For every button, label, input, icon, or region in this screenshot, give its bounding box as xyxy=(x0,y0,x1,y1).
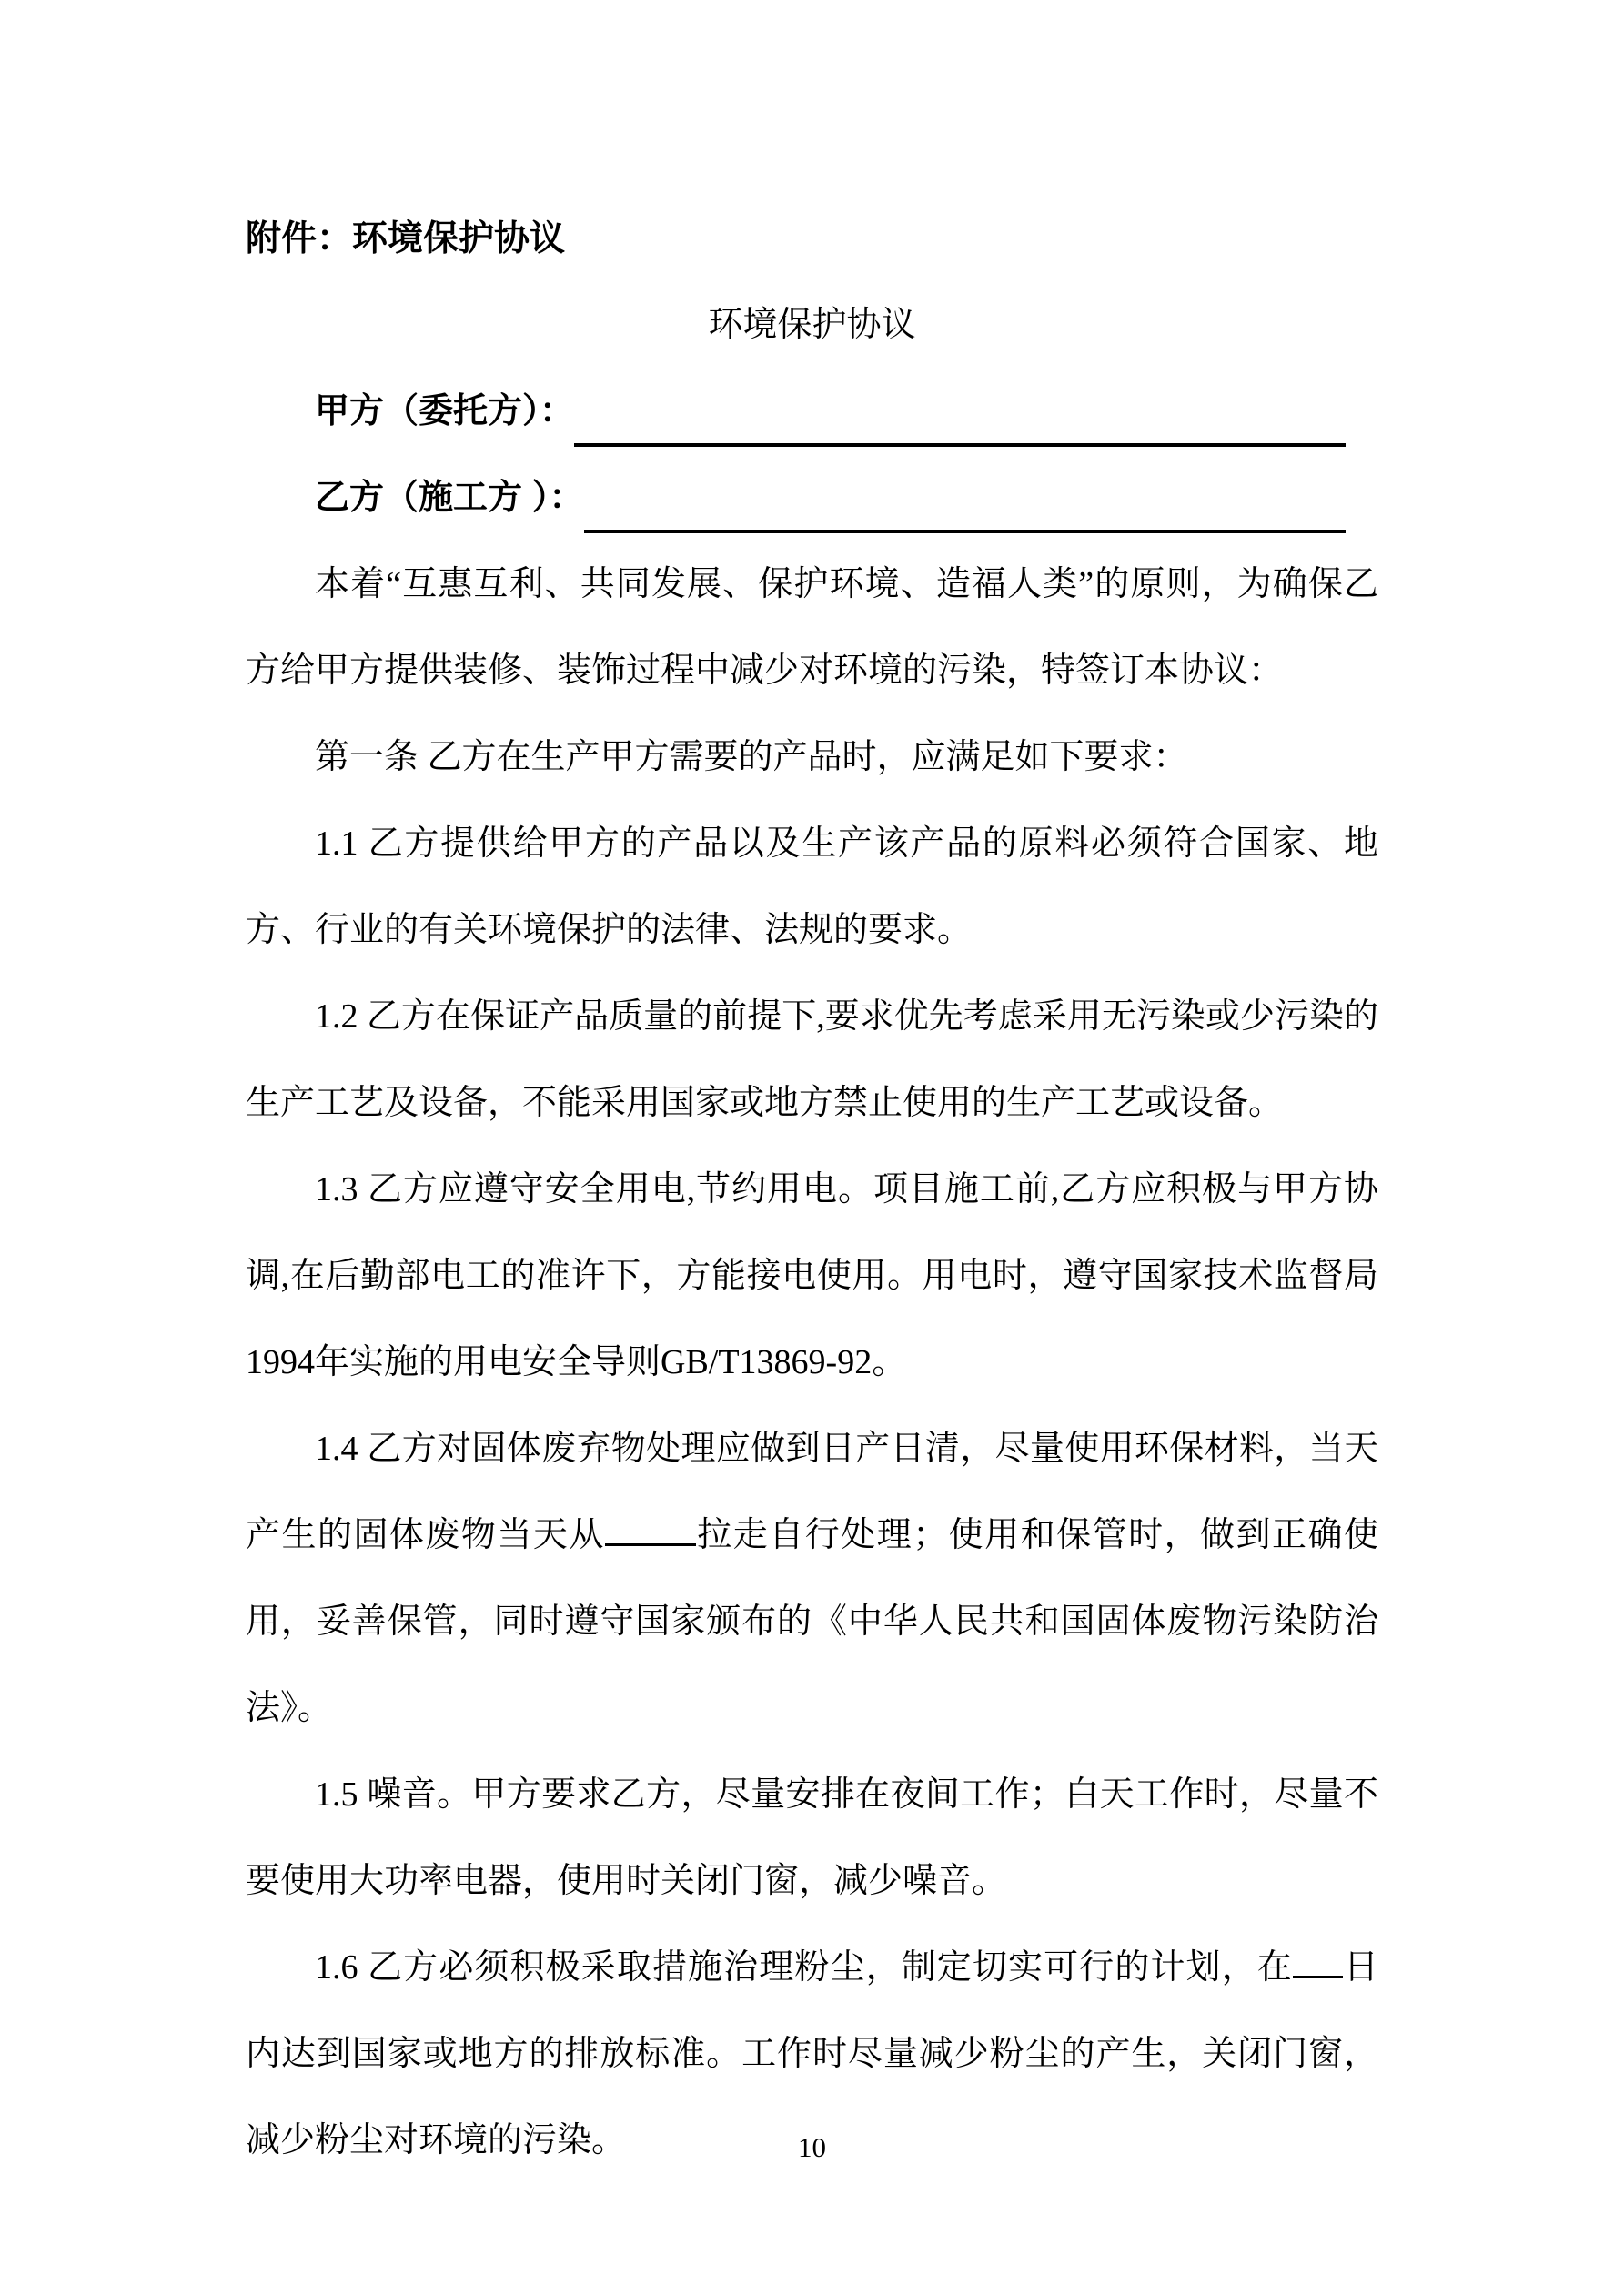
party-a-blank-line xyxy=(574,443,1346,447)
clause-1-1: 1.1 乙方提供给甲方的产品以及生产该产品的原料必须符合国家、地方、行业的有关环境保护的法律、法规的要求。 xyxy=(246,824,1378,949)
clause-1-6-blank-line xyxy=(1293,1974,1343,1978)
clause-1-5: 1.5 噪音。甲方要求乙方，尽量安排在夜间工作；白天工作时，尽量不要使用大功率电器，使用时关闭门窗，减少噪音。 xyxy=(246,1775,1378,1900)
party-b-row xyxy=(246,455,1378,541)
attachment-heading: 附件：环境保护协议 xyxy=(246,219,566,258)
clause-1-4-text-before: 1.4 乙方对固体废弃物处理应做到日产日清，尽量使用环保材料，当天产生的固体废物当天从 xyxy=(246,1430,1378,1554)
document-title: 环境保护协议 xyxy=(708,306,916,344)
party-b-blank-line xyxy=(584,530,1346,533)
party-a-label: 甲方（委托方）： xyxy=(315,392,575,430)
clause-1-6-text-before: 1.6 乙方必须积极采取措施治理粉尘，制定切实可行的计划，在 xyxy=(315,1948,1293,1987)
document-content xyxy=(246,196,1378,2184)
clause-1-4-text-after: 拉走自行处理；使用和保管时，做到正确使用，妥善保管，同时遵守国家颁布的《中华人民共和国固体废物污染防治法》。 xyxy=(246,1516,1378,1727)
clause-1-2: 1.2 乙方在保证产品质量的前提下,要求优先考虑采用无污染或少污染的生产工艺及设备，不能采用国家或地方禁止使用的生产工艺或设备。 xyxy=(246,997,1378,1122)
page-number: 10 xyxy=(798,2131,826,2163)
clause-1-3: 1.3 乙方应遵守安全用电,节约用电。项目施工前,乙方应积极与甲方协调,在后勤部电工的准许下，方能接电使用。用电时，遵守国家技术监督局1994年实施的用电安全导则GB/T13869-92。 xyxy=(246,1170,1378,1381)
party-b-label: 乙方（施工方 ）： xyxy=(315,479,584,517)
clause-1-4-blank-line xyxy=(605,1542,696,1546)
article-1-heading: 第一条 乙方在生产甲方需要的产品时，应满足如下要求： xyxy=(315,738,1188,776)
clause-1-4 xyxy=(246,1406,1378,1752)
clause-1-6-text-after: 日内达到国家或地方的排放标准。工作时尽量减少粉尘的产生，关闭门窗，减少粉尘对环境的污染。 xyxy=(246,1948,1378,2159)
party-a-row xyxy=(246,369,1378,455)
preamble-paragraph: 本着“互惠互利、共同发展、保护环境、造福人类”的原则，为确保乙方给甲方提供装修、装饰过程中减少对环境的污染，特签订本协议： xyxy=(246,565,1378,690)
